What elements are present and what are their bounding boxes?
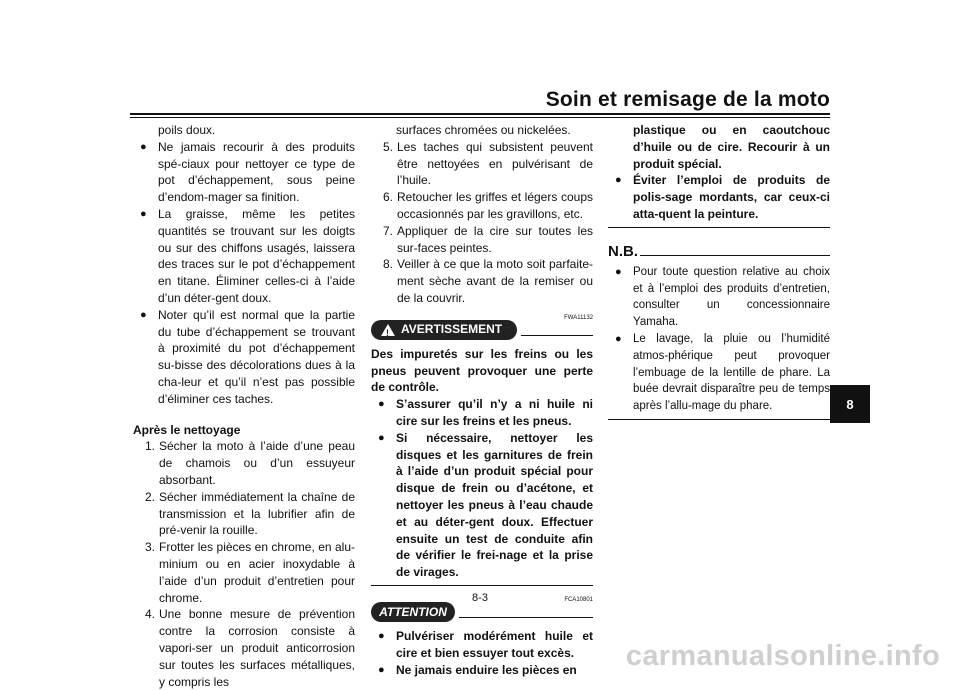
numbered-step: 2. Sécher immédiatement la chaîne de transmission et la lubrifier afin de pré-venir la rouille. [145,489,355,538]
bullet-icon: ● [615,174,622,187]
list-item: ● La graisse, même les petites quantités se trouvant sur les doigts ou sur des chiffons usagés, laissera des traces sur le pot d’échappement en titane. Éliminer celles-ci à l’aide d’un déter-gent doux. [140,206,355,305]
bullet-icon: ● [140,207,147,220]
section-title: Après le nettoyage [133,422,241,437]
header-rule [130,113,830,115]
list-item: ● Ne jamais recourir à des produits spé-ciaux pour nettoyer ce type de pot d’échappement, sous peine d’endom-mager sa finition. [140,139,355,205]
warning-code: FWA11132 [564,314,593,321]
page-title: Soin et remisage de la moto [545,88,830,111]
warning-badge: ! AVERTISSEMENT [371,320,517,340]
bullet-icon: ● [378,398,385,411]
bullet-icon: ● [140,140,147,153]
warning-rule [521,335,593,336]
header-rule-thin [130,117,830,118]
note-header [608,242,830,264]
note-label: N.B. [608,242,638,260]
warning-item: ● Si nécessaire, nettoyer les disques et les garnitures de frein à l’aide d’un produit spécial pour disque de frein ou d’acétone, et nettoyer les pneus à l’eau chaude et au déter-gent doux. Effectuer ensuite un test de conduite afin de vérifier le frei-nage et la prise de virages. [378,430,593,580]
numbered-step: 8. Veiller à ce que la moto soit parfaite-ment sèche avant de la remiser ou de la couvrir. [383,257,593,305]
attention-code: FCA10801 [564,596,593,603]
bullet-icon: ● [378,629,385,642]
numbered-step: 4. Une bonne mesure de prévention contre la corrosion consiste à vapori-ser un produit anticorrosion sur toutes les surfaces métalliques, y compris les [145,607,355,689]
warning-triangle-icon [381,324,395,336]
numbered-step: 5. Les taches qui subsistent peuvent être nettoyées en pulvérisant de l’huile. [383,139,593,188]
chapter-tab[interactable]: 8 [830,385,870,423]
warning-item: ● S’assurer qu’il n’y a ni huile ni cire sur les freins et les pneus. [378,397,593,428]
bullet-icon: ● [140,308,147,321]
bullet-icon: ● [615,332,622,345]
attention-end-rule [608,227,830,228]
bullet-icon: ● [378,663,385,676]
attention-header [371,602,593,624]
attention-item: ● Éviter l’emploi de produits de polis-sage mordants, car ceux-ci atta-quent la peinture. [615,173,830,221]
paragraph: poils doux. [158,123,216,137]
attention-badge: ATTENTION [371,602,455,622]
note-end-rule [608,419,830,420]
column-1 [133,122,355,690]
attention-item: ● Ne jamais enduire les pièces en [378,662,577,677]
numbered-step: 6. Retoucher les griffes et légers coups occasionnés par les gravillons, etc. [383,190,593,221]
numbered-step: 7. Appliquer de la cire sur toutes les sur-faces peintes. [383,223,593,255]
column-3 [608,122,830,420]
note-item: ● Pour toute question relative au choix et à l’emploi des produits d’entretien, consulter un concessionnaire Yamaha. [615,265,830,329]
attention-continued: plastique ou en caoutchouc d’huile ou de cire. Recourir à un produit spécial. [633,123,830,171]
warning-end-rule [371,585,593,586]
paragraph: surfaces chromées ou nickelées. [396,123,571,137]
page-number: 8-3 [472,592,488,604]
bullet-icon: ● [615,265,622,278]
warning-intro: Des impuretés sur les freins ou les pneus peuvent provoquer une perte de contrôle. [371,346,593,395]
numbered-step: 3. Frotter les pièces en chrome, en alu-minium ou en acier inoxydable à l’aide d’un produit d’entretien pour chrome. [145,540,355,605]
note-item: ● Le lavage, la pluie ou l’humidité atmos-phérique peut provoquer l’embuage de la lentille de phare. La buée devrait disparaître peu de temps après l’allu-mage du phare. [615,332,830,413]
list-item: ● Noter qu’il est normal que la partie du tube d’échappement se trouvant à proximité du pot d’échappement su-bisse des décolorations dues à la cha-leur et qu’il n’est pas possible d’éliminer ces taches. [140,307,355,406]
bullet-icon: ● [378,431,385,444]
watermark[interactable]: carmanualsonline.info [625,640,940,672]
attention-item: ● Pulvériser modérément huile et cire et bien essuyer tout excès. [378,628,593,660]
attention-rule [459,617,593,618]
numbered-step: 1. Sécher la moto à l’aide d’une peau de chamois ou d’un essuyeur absorbant. [145,439,355,487]
warning-header [371,320,593,342]
note-rule [640,255,830,256]
